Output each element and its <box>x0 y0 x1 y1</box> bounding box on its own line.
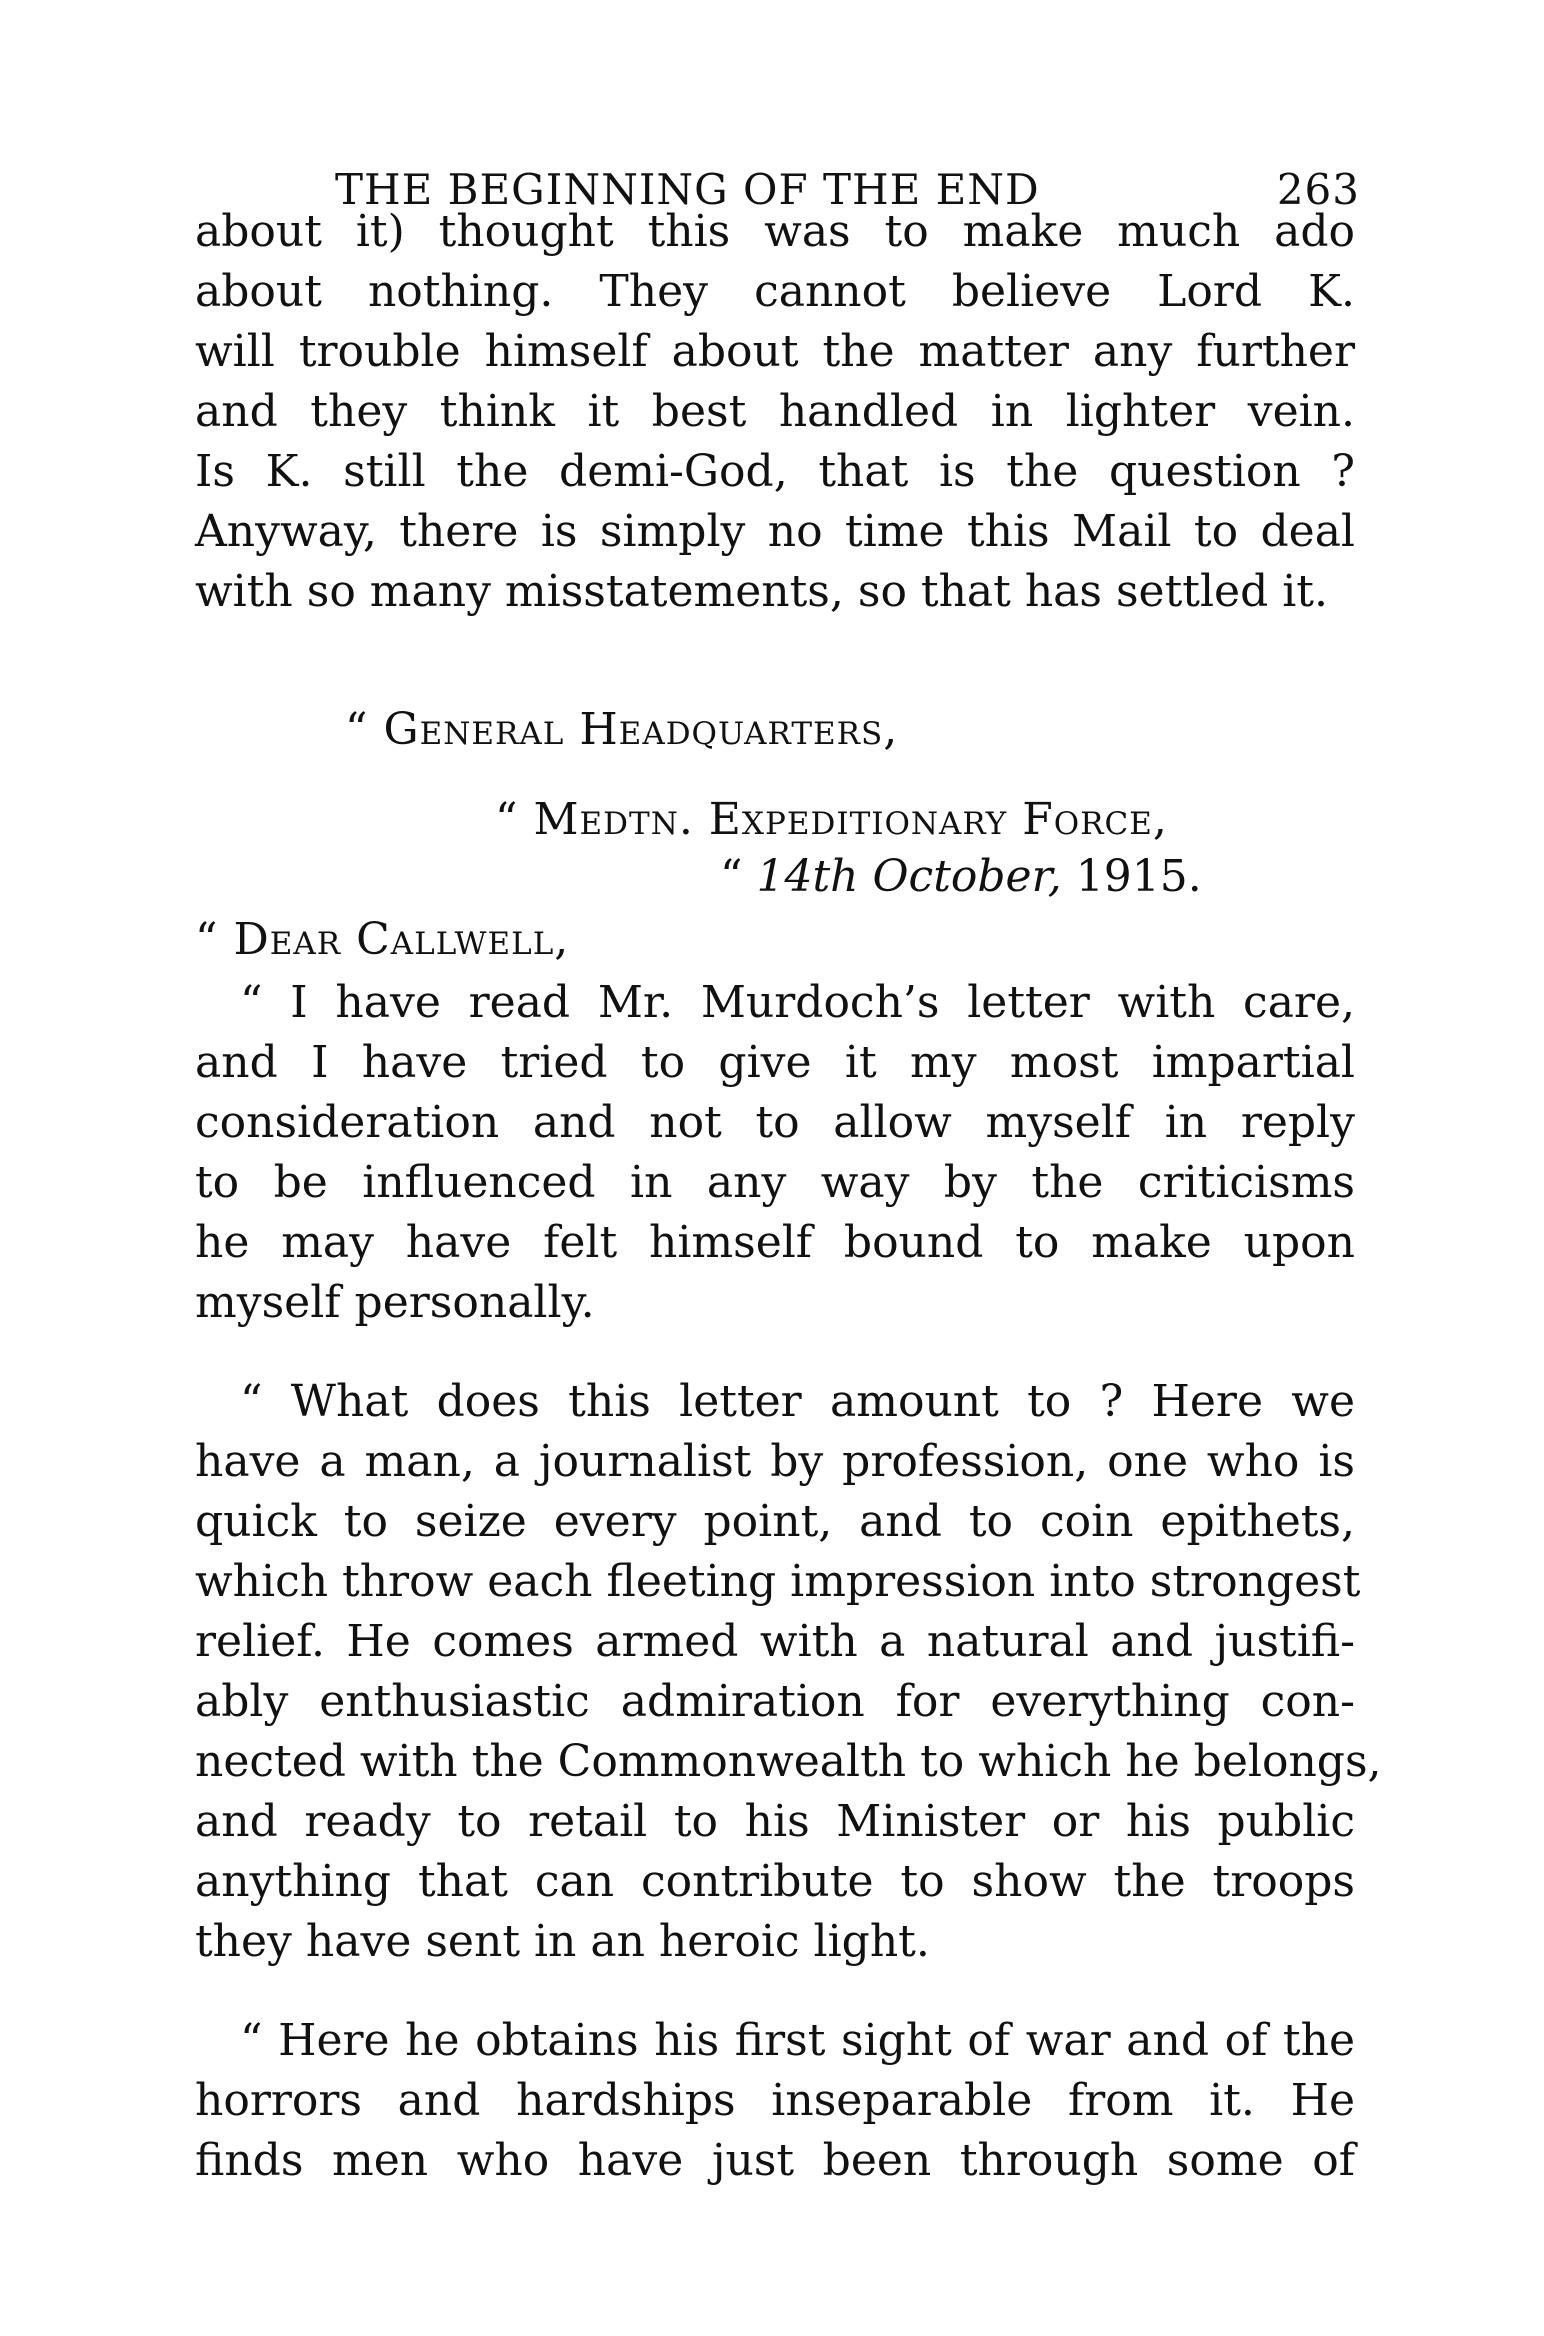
paragraph-3-line: they have sent in an heroic light. <box>195 1916 930 1967</box>
letter-date-day-month: 14th October, <box>756 851 1062 902</box>
page-number: 263 <box>1276 165 1360 214</box>
letter-date-year: 1915. <box>1061 851 1202 902</box>
paragraph-2-line: myself personally. <box>195 1277 595 1328</box>
paragraph-2-line: consideration and not to allow myself in reply <box>195 1097 1355 1148</box>
letter-date-quote: “ <box>720 851 757 902</box>
running-head-title: THE BEGINNING OF THE END <box>335 165 1040 214</box>
paragraph-3-line: have a man, a journalist by profession, one who is <box>195 1436 1355 1487</box>
paragraph-4-line: “ Here he obtains his first sight of war and of the <box>240 2015 1355 2066</box>
paragraph-3-line: anything that can contribute to show the troops <box>195 1856 1355 1907</box>
paragraph-1-line: Is K. still the demi-God, that is the question ? <box>195 446 1355 497</box>
paragraph-1-line: will trouble himself about the matter any further <box>195 326 1355 377</box>
paragraph-4-line: horrors and hardships inseparable from it. He <box>195 2075 1355 2126</box>
paragraph-1-line: about it) thought this was to make much ado <box>195 206 1355 257</box>
paragraph-3-line: and ready to retail to his Minister or his public <box>195 1796 1355 1847</box>
paragraph-1-line: with so many misstatements, so that has settled it. <box>195 566 1328 617</box>
paragraph-3-line: which throw each fleeting impression into strongest <box>195 1556 1361 1607</box>
paragraph-3-line: quick to seize every point, and to coin epithets, <box>195 1496 1355 1547</box>
letter-header-line-1: “ General Headquarters, <box>345 704 899 755</box>
paragraph-1-line: and they think it best handled in lighter vein. <box>195 386 1355 437</box>
paragraph-1-line: about nothing. They cannot believe Lord K. <box>195 266 1355 317</box>
paragraph-3-line: relief. He comes armed with a natural and justifi- <box>195 1616 1355 1667</box>
paragraph-3-line: “ What does this letter amount to ? Here we <box>240 1376 1355 1427</box>
salutation: “ Dear Callwell, <box>195 914 570 965</box>
paragraph-3-line: nected with the Commonwealth to which he belongs, <box>195 1736 1382 1787</box>
paragraph-3-line: ably enthusiastic admiration for everything con- <box>195 1676 1355 1727</box>
paragraph-2-line: he may have felt himself bound to make upon <box>195 1217 1355 1268</box>
paragraph-2-line: to be influenced in any way by the criticisms <box>195 1157 1355 1208</box>
paragraph-2-line: and I have tried to give it my most impartial <box>195 1037 1355 1088</box>
paragraph-2-line: “ I have read Mr. Murdoch’s letter with care, <box>240 977 1355 1028</box>
letter-header-line-2: “ Medtn. Expeditionary Force, <box>495 794 1168 845</box>
paragraph-4-line: finds men who have just been through some of <box>195 2135 1355 2186</box>
letter-date <box>720 851 1202 902</box>
paragraph-1-line: Anyway, there is simply no time this Mail to deal <box>195 506 1355 557</box>
